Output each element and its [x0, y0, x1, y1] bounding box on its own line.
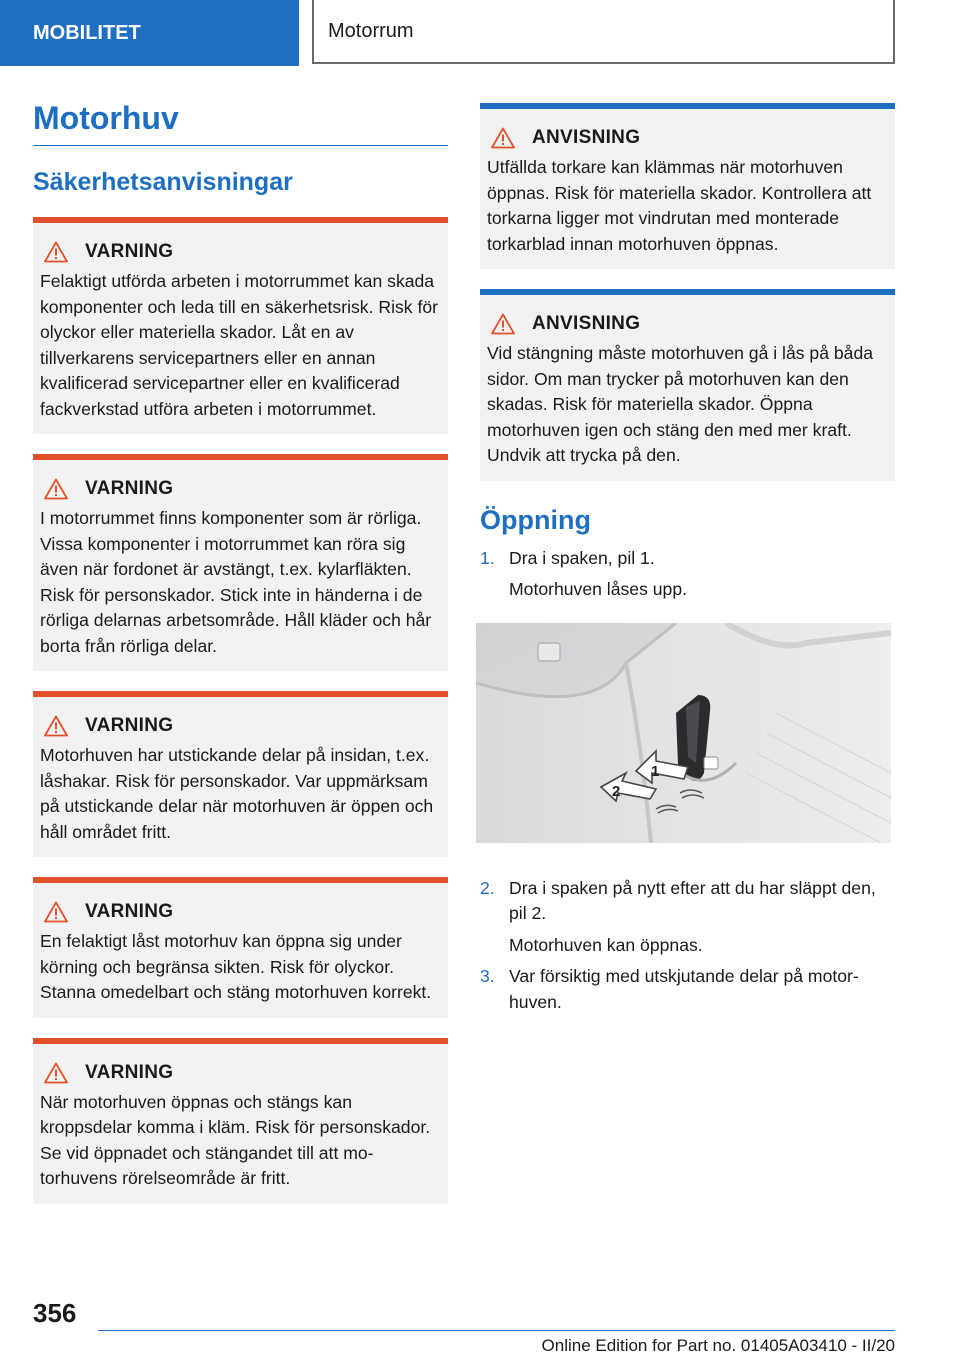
opening-steps	[480, 546, 895, 603]
warning-text: En felaktigt låst motorhuv kan öppna sig under körning och begränsa sikten. Risk för olyckor. Stanna omedelbart och stäng motorhuven korrekt.	[40, 931, 432, 1002]
notice-title: ANVISNING	[532, 313, 641, 334]
warning-title: VARNING	[85, 901, 174, 922]
step-number: 2.	[480, 877, 495, 898]
warning-triangle-icon	[44, 715, 68, 737]
page-title: Motorhuv	[33, 100, 448, 146]
chapter-tab: Motorrum	[312, 0, 895, 64]
edition-info: Online Edition for Part no. 01405A03410 - II/20	[541, 1336, 895, 1355]
opening-heading: Öppning	[480, 504, 591, 535]
warning-text: I motorrummet finns komponenter som är rörliga. Vissa komponenter i motorrummet kan röra sig även när fordonet är avstängt, t.ex. kylarfläkten. Risk för personskador. Stick inte in händerna i de rörliga delarnas arbetsområde. Håll kläder och hår borta från rörliga delar.	[40, 508, 432, 656]
right-column	[480, 103, 895, 1021]
warning-box	[33, 454, 448, 671]
page-number: 356	[33, 1298, 77, 1328]
notice-triangle-icon	[491, 127, 515, 149]
step-result: Motorhuven låses upp.	[509, 579, 687, 599]
step-number: 3.	[480, 966, 495, 986]
warning-box	[33, 691, 448, 857]
warning-text: Motorhuven har utstickande delar på insidan, t.ex. låshakar. Risk för personskador. Var uppmärksam på utstickande delar när motorhuven är öppen och håll området fritt.	[40, 745, 434, 842]
hood-release-lever-image	[476, 623, 891, 843]
warning-title: VARNING	[85, 241, 174, 262]
warning-text: När motorhuven öppnas och stängs kan kroppsdelar komma i kläm. Risk för personskador. Se vid öppnadet och stängandet till att motorhuvens rörelseområde är fritt.	[40, 1091, 431, 1188]
list-item	[480, 546, 895, 603]
notice-text: Utfällda torkare kan klämmas när motorhuven öppnas. Risk för materiella skador. Kontrollera att torkarna ligger mot vindrutan med monterade torkarblad innan motorhuven öppnas.	[487, 157, 872, 254]
warning-text: Felaktigt utförda arbeten i motorrummet kan skada komponenter och leda till en säkerhetsrisk. Risk för olyckor eller materiella skador. Låt en av tillverkarens servicepartners eller en annan kvalificerad servicepartner eller en kvalificerad fackverkstad utföra arbeten i motorrummet.	[40, 271, 438, 419]
list-item	[480, 964, 895, 1015]
left-column	[33, 100, 448, 1204]
footer-divider	[98, 1330, 895, 1331]
warning-box	[33, 877, 448, 1018]
opening-steps-continued	[480, 876, 895, 1016]
warning-box	[33, 1038, 448, 1204]
step-text: Dra i spaken, pil 1.	[509, 547, 655, 568]
warning-triangle-icon	[44, 901, 68, 923]
notice-text: Vid stängning måste motorhuven gå i lås på båda sidor. Om man trycker på motorhuven kan den skadas. Risk för materiella skador. Öppna motorhuven igen och stäng den med mer kraft. Undvik att trycka på den.	[487, 343, 874, 465]
step-text: Var försiktig med utskjutande delar på motorhuven.	[509, 966, 859, 1012]
section-tab: MOBILITET	[0, 0, 299, 66]
step-number: 1.	[480, 547, 495, 568]
warning-triangle-icon	[44, 478, 68, 500]
list-item	[480, 876, 895, 959]
notice-title: ANVISNING	[532, 127, 641, 148]
notice-box	[480, 289, 895, 481]
step-result: Motorhuven kan öppnas.	[509, 934, 703, 955]
warning-triangle-icon	[44, 241, 68, 263]
safety-heading: Säkerhetsanvisningar	[33, 168, 293, 196]
warning-title: VARNING	[85, 715, 174, 736]
warning-box	[33, 217, 448, 434]
step-text: Dra i spaken på nytt efter att du har släppt den, pil 2.	[509, 877, 876, 923]
page-header	[0, 0, 960, 66]
notice-box	[480, 103, 895, 269]
notice-triangle-icon	[491, 313, 515, 335]
warning-title: VARNING	[85, 478, 174, 499]
arrow-label-2: 2	[612, 782, 621, 800]
warning-triangle-icon	[44, 1062, 68, 1084]
arrow-label-1: 1	[651, 762, 660, 780]
warning-title: VARNING	[85, 1061, 174, 1083]
